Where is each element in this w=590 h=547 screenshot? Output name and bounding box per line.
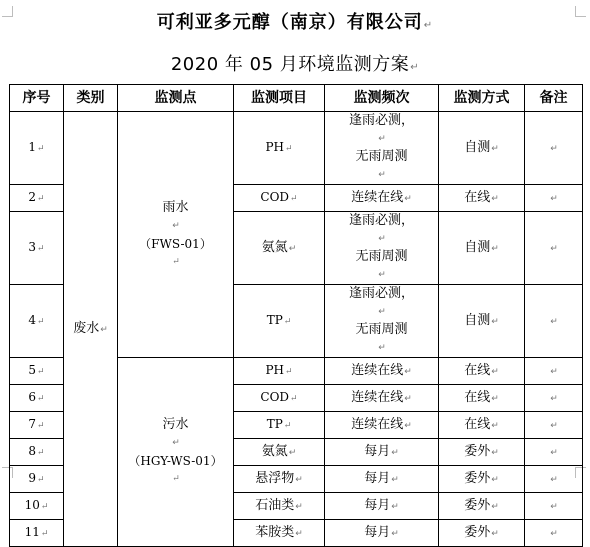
frequency-cell: 每月↵ bbox=[325, 493, 439, 520]
note-cell: ↵ bbox=[525, 520, 583, 547]
header-cell: 备注 bbox=[525, 85, 583, 112]
note-cell: ↵ bbox=[525, 385, 583, 412]
method-cell: 在线↵ bbox=[439, 385, 525, 412]
item-cell: 苯胺类↵ bbox=[234, 520, 325, 547]
frequency-cell: 连续在线↵ bbox=[325, 185, 439, 212]
method-cell: 委外↵ bbox=[439, 493, 525, 520]
header-cell: 监测方式 bbox=[439, 85, 525, 112]
item-cell: COD↵ bbox=[234, 385, 325, 412]
note-cell: ↵ bbox=[525, 285, 583, 358]
item-cell: COD↵ bbox=[234, 185, 325, 212]
frequency-cell: 连续在线↵ bbox=[325, 412, 439, 439]
note-cell: ↵ bbox=[525, 212, 583, 285]
frequency-cell: 逢雨必测， ↵ 无雨周测 ↵ bbox=[325, 212, 439, 285]
header-cell: 监测点 bbox=[118, 85, 234, 112]
note-cell: ↵ bbox=[525, 358, 583, 385]
header-cell: 监测项目 bbox=[234, 85, 325, 112]
paragraph-mark: ↵ bbox=[423, 20, 434, 31]
row-number-cell: 3↵ bbox=[10, 212, 64, 285]
method-cell: 在线↵ bbox=[439, 185, 525, 212]
method-cell: 委外↵ bbox=[439, 520, 525, 547]
row-number-cell: 5↵ bbox=[10, 358, 64, 385]
item-cell: TP↵ bbox=[234, 412, 325, 439]
title-text: 可利亚多元醇（南京）有限公司 bbox=[156, 12, 423, 33]
note-cell: ↵ bbox=[525, 185, 583, 212]
note-cell: ↵ bbox=[525, 412, 583, 439]
item-cell: PH↵ bbox=[234, 358, 325, 385]
row-number-cell: 10↵ bbox=[10, 493, 64, 520]
item-cell: 氨氮↵ bbox=[234, 439, 325, 466]
method-cell: 自测↵ bbox=[439, 112, 525, 185]
frequency-cell: 逢雨必测， ↵ 无雨周测 ↵ bbox=[325, 112, 439, 185]
row-number-cell: 1↵ bbox=[10, 112, 64, 185]
row-number-cell: 6↵ bbox=[10, 385, 64, 412]
method-cell: 委外↵ bbox=[439, 466, 525, 493]
document-title bbox=[0, 8, 590, 34]
item-cell: PH↵ bbox=[234, 112, 325, 185]
method-cell: 在线↵ bbox=[439, 412, 525, 439]
header-cell: 监测频次 bbox=[325, 85, 439, 112]
row-number-cell: 7↵ bbox=[10, 412, 64, 439]
category-cell: 废水↵ bbox=[64, 112, 118, 547]
row-number-cell: 8↵ bbox=[10, 439, 64, 466]
row-number-cell: 2↵ bbox=[10, 185, 64, 212]
frequency-cell: 连续在线↵ bbox=[325, 358, 439, 385]
row-number-cell: 11↵ bbox=[10, 520, 64, 547]
note-cell: ↵ bbox=[525, 466, 583, 493]
note-cell: ↵ bbox=[525, 493, 583, 520]
item-cell: 悬浮物↵ bbox=[234, 466, 325, 493]
paragraph-mark: ↵ bbox=[410, 62, 420, 73]
note-cell: ↵ bbox=[525, 439, 583, 466]
method-cell: 自测↵ bbox=[439, 285, 525, 358]
document-subtitle bbox=[0, 50, 590, 76]
method-cell: 委外↵ bbox=[439, 439, 525, 466]
note-cell: ↵ bbox=[525, 112, 583, 185]
method-cell: 在线↵ bbox=[439, 358, 525, 385]
table-row bbox=[10, 112, 583, 185]
row-number-cell: 9↵ bbox=[10, 466, 64, 493]
subtitle-text: 2020 年 05 月环境监测方案 bbox=[170, 54, 410, 75]
row-number-cell: 4↵ bbox=[10, 285, 64, 358]
header-cell: 类别 bbox=[64, 85, 118, 112]
frequency-cell: 每月↵ bbox=[325, 439, 439, 466]
monitoring-point-cell: 污水 ↵ （HGY-WS-01） ↵ bbox=[118, 358, 234, 547]
item-cell: TP↵ bbox=[234, 285, 325, 358]
header-cell: 序号 bbox=[10, 85, 64, 112]
item-cell: 氨氮↵ bbox=[234, 212, 325, 285]
method-cell: 自测↵ bbox=[439, 212, 525, 285]
item-cell: 石油类↵ bbox=[234, 493, 325, 520]
monitoring-point-cell: 雨水 ↵ （FWS-01） ↵ bbox=[118, 112, 234, 358]
frequency-cell: 连续在线↵ bbox=[325, 385, 439, 412]
table-header-row bbox=[10, 85, 583, 112]
monitoring-plan-table bbox=[9, 84, 583, 547]
frequency-cell: 每月↵ bbox=[325, 520, 439, 547]
frequency-cell: 每月↵ bbox=[325, 466, 439, 493]
frequency-cell: 逢雨必测， ↵ 无雨周测 ↵ bbox=[325, 285, 439, 358]
